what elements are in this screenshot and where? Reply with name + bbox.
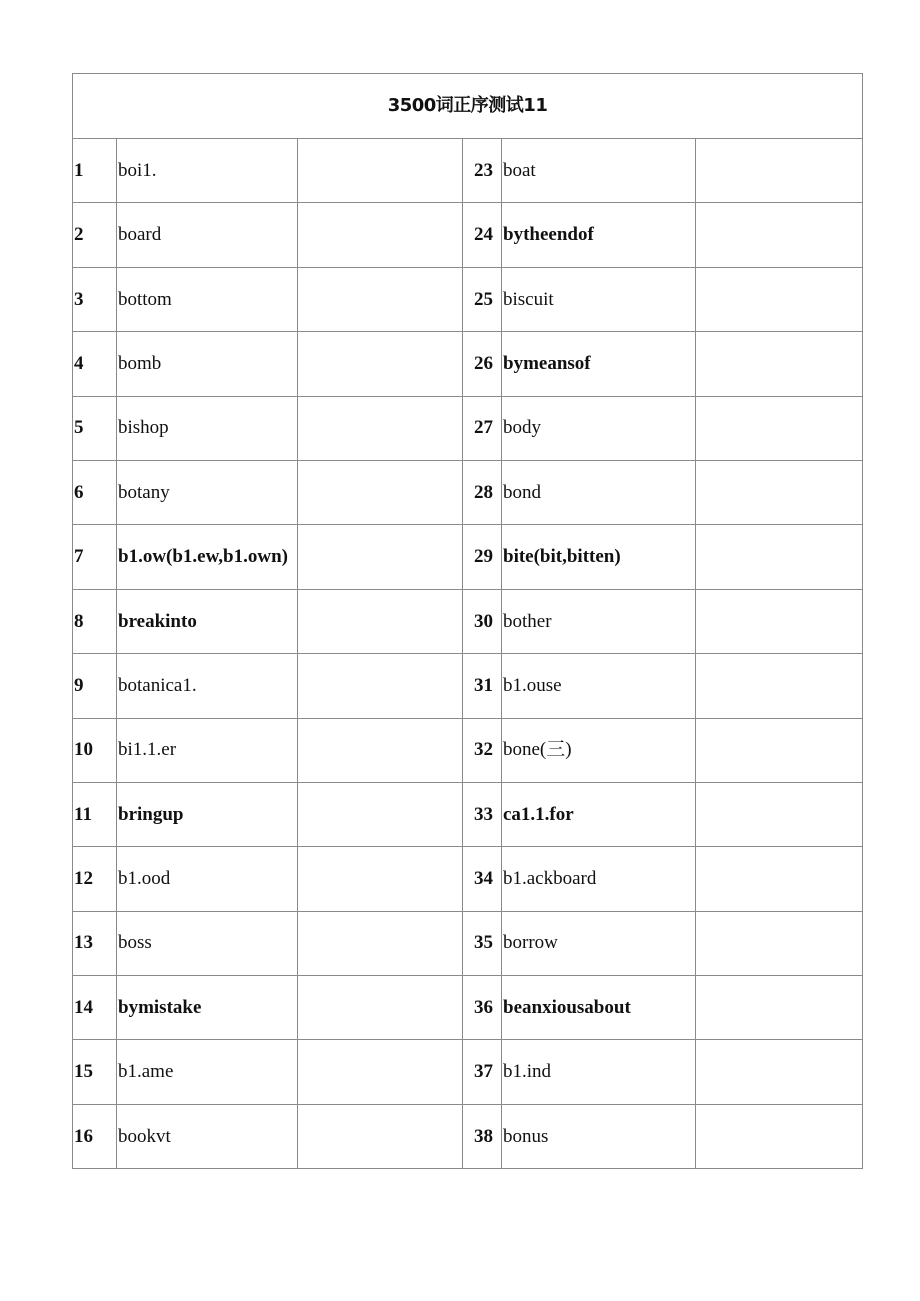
table-row <box>73 332 863 396</box>
table-row <box>73 847 863 911</box>
right-item-number: 24 <box>463 203 502 267</box>
right-item-word: borrow <box>502 911 696 975</box>
left-item-number: 9 <box>73 654 117 718</box>
table-row <box>73 718 863 782</box>
left-answer-cell[interactable] <box>298 718 463 782</box>
left-item-number: 5 <box>73 396 117 460</box>
left-item-word: bookvt <box>117 1104 298 1168</box>
right-answer-cell[interactable] <box>696 1040 863 1104</box>
right-answer-cell[interactable] <box>696 847 863 911</box>
right-answer-cell[interactable] <box>696 525 863 589</box>
vocab-test-table <box>72 73 863 1169</box>
right-item-number: 34 <box>463 847 502 911</box>
left-item-number: 6 <box>73 460 117 524</box>
right-answer-cell[interactable] <box>696 203 863 267</box>
right-answer-cell[interactable] <box>696 139 863 203</box>
table-row <box>73 203 863 267</box>
left-answer-cell[interactable] <box>298 139 463 203</box>
right-item-word: boat <box>502 139 696 203</box>
right-item-word: bone(三) <box>502 718 696 782</box>
left-item-number: 4 <box>73 332 117 396</box>
right-answer-cell[interactable] <box>696 782 863 846</box>
title-row <box>73 74 863 139</box>
left-answer-cell[interactable] <box>298 525 463 589</box>
right-item-word: b1.ackboard <box>502 847 696 911</box>
left-item-word: b1.ow(b1.ew,b1.own) <box>117 525 298 589</box>
right-item-word: bite(bit,bitten) <box>502 525 696 589</box>
left-item-number: 2 <box>73 203 117 267</box>
table-row <box>73 782 863 846</box>
left-item-number: 3 <box>73 267 117 331</box>
right-answer-cell[interactable] <box>696 718 863 782</box>
left-item-number: 14 <box>73 976 117 1040</box>
right-item-word: b1.ind <box>502 1040 696 1104</box>
right-answer-cell[interactable] <box>696 654 863 718</box>
right-item-word: bonus <box>502 1104 696 1168</box>
left-answer-cell[interactable] <box>298 911 463 975</box>
right-item-number: 26 <box>463 332 502 396</box>
left-item-word: botanica1. <box>117 654 298 718</box>
right-item-number: 38 <box>463 1104 502 1168</box>
right-item-number: 27 <box>463 396 502 460</box>
right-answer-cell[interactable] <box>696 589 863 653</box>
table-row <box>73 654 863 718</box>
right-item-number: 31 <box>463 654 502 718</box>
left-item-number: 13 <box>73 911 117 975</box>
left-item-word: b1.ood <box>117 847 298 911</box>
left-item-number: 7 <box>73 525 117 589</box>
table-row <box>73 976 863 1040</box>
left-item-number: 16 <box>73 1104 117 1168</box>
right-item-number: 33 <box>463 782 502 846</box>
left-answer-cell[interactable] <box>298 203 463 267</box>
right-item-word: bytheendof <box>502 203 696 267</box>
page-title: 3500词正序测试11 <box>73 74 863 139</box>
left-item-word: botany <box>117 460 298 524</box>
right-item-number: 29 <box>463 525 502 589</box>
left-answer-cell[interactable] <box>298 847 463 911</box>
left-item-word: b1.ame <box>117 1040 298 1104</box>
left-answer-cell[interactable] <box>298 1040 463 1104</box>
left-item-word: bringup <box>117 782 298 846</box>
right-answer-cell[interactable] <box>696 976 863 1040</box>
left-item-number: 11 <box>73 782 117 846</box>
left-item-word: bymistake <box>117 976 298 1040</box>
table-row <box>73 396 863 460</box>
right-item-number: 25 <box>463 267 502 331</box>
right-item-word: bond <box>502 460 696 524</box>
left-answer-cell[interactable] <box>298 396 463 460</box>
table-row <box>73 267 863 331</box>
right-item-word: bymeansof <box>502 332 696 396</box>
right-answer-cell[interactable] <box>696 1104 863 1168</box>
table-row <box>73 589 863 653</box>
right-item-word: biscuit <box>502 267 696 331</box>
left-answer-cell[interactable] <box>298 976 463 1040</box>
right-item-number: 37 <box>463 1040 502 1104</box>
right-item-number: 32 <box>463 718 502 782</box>
left-item-number: 12 <box>73 847 117 911</box>
left-item-number: 1 <box>73 139 117 203</box>
right-answer-cell[interactable] <box>696 911 863 975</box>
left-item-word: breakinto <box>117 589 298 653</box>
left-answer-cell[interactable] <box>298 654 463 718</box>
right-item-word: bother <box>502 589 696 653</box>
left-item-number: 10 <box>73 718 117 782</box>
right-item-word: body <box>502 396 696 460</box>
table-row <box>73 139 863 203</box>
left-item-number: 8 <box>73 589 117 653</box>
right-item-number: 30 <box>463 589 502 653</box>
right-answer-cell[interactable] <box>696 332 863 396</box>
table-row <box>73 1040 863 1104</box>
right-item-number: 35 <box>463 911 502 975</box>
left-item-word: bomb <box>117 332 298 396</box>
table-row <box>73 460 863 524</box>
left-answer-cell[interactable] <box>298 267 463 331</box>
left-item-number: 15 <box>73 1040 117 1104</box>
table-row <box>73 911 863 975</box>
right-item-word: ca1.1.for <box>502 782 696 846</box>
left-item-word: bottom <box>117 267 298 331</box>
left-item-word: boss <box>117 911 298 975</box>
left-item-word: bi1.1.er <box>117 718 298 782</box>
left-item-word: bishop <box>117 396 298 460</box>
left-answer-cell[interactable] <box>298 782 463 846</box>
right-answer-cell[interactable] <box>696 396 863 460</box>
table-row <box>73 1104 863 1168</box>
right-answer-cell[interactable] <box>696 460 863 524</box>
right-item-number: 36 <box>463 976 502 1040</box>
right-item-number: 28 <box>463 460 502 524</box>
left-answer-cell[interactable] <box>298 589 463 653</box>
left-answer-cell[interactable] <box>298 460 463 524</box>
right-item-word: b1.ouse <box>502 654 696 718</box>
left-item-word: board <box>117 203 298 267</box>
right-answer-cell[interactable] <box>696 267 863 331</box>
left-answer-cell[interactable] <box>298 1104 463 1168</box>
table-row <box>73 525 863 589</box>
left-answer-cell[interactable] <box>298 332 463 396</box>
right-item-number: 23 <box>463 139 502 203</box>
left-item-word: boi1. <box>117 139 298 203</box>
right-item-word: beanxiousabout <box>502 976 696 1040</box>
